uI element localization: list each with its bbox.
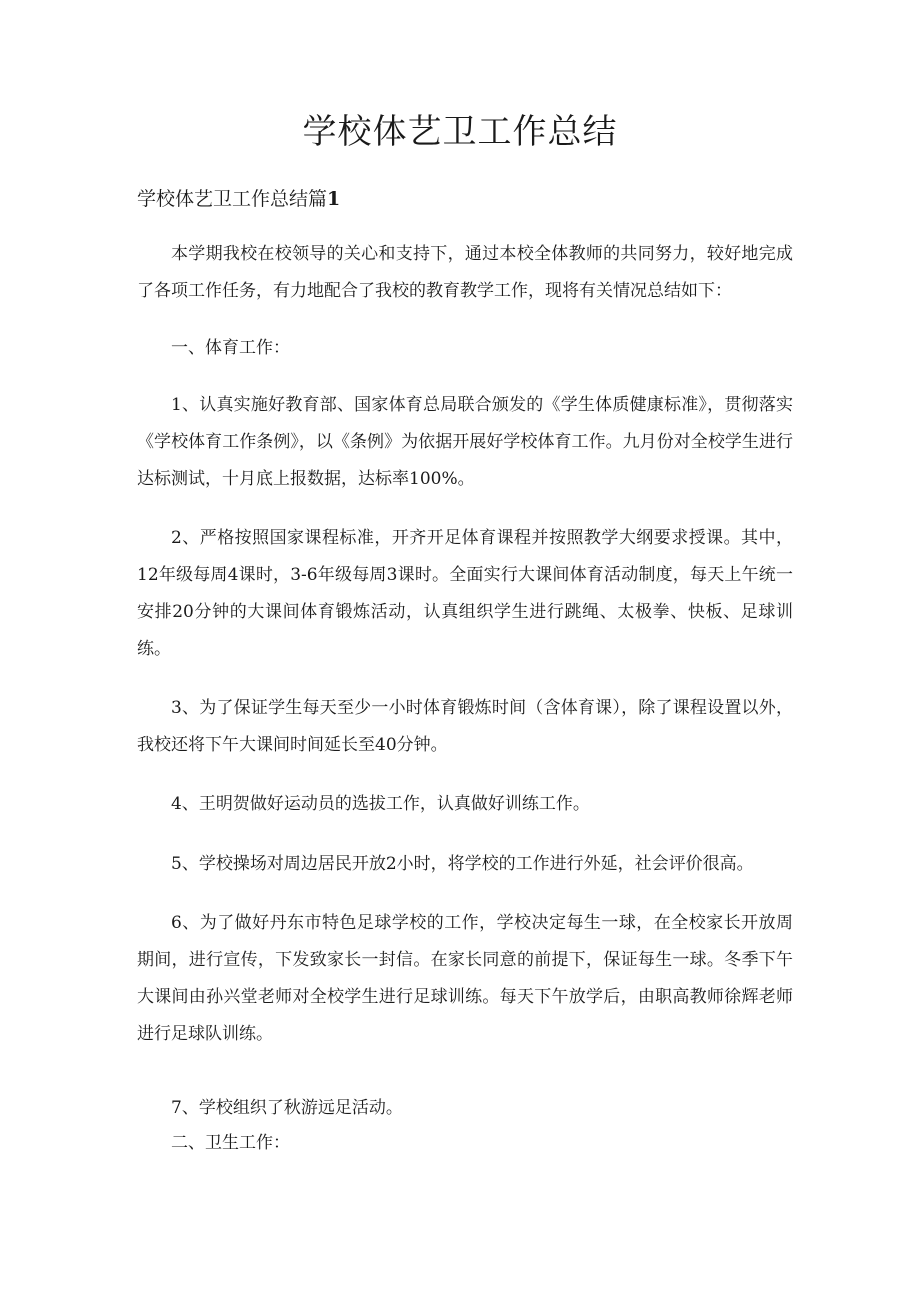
- section-subtitle: [137, 184, 340, 214]
- intro-paragraph: 本学期我校在校领导的关心和支持下，通过本校全体教师的共同努力，较好地完成了各项工作任务，有力地配合了我校的教育教学工作，现将有关情况总结如下：: [137, 244, 793, 301]
- list-item: 2、严格按照国家课程标准，开齐开足体育课程并按照教学大纲要求授课。其中，12年级每周4课时，3-6年级每周3课时。全面实行大课间体育活动制度，每天上午统一安排20分钟的大课间体育锻炼活动，认真组织学生进行跳绳、太极拳、快板、足球训练。: [137, 528, 793, 659]
- subtitle-number: 1: [327, 188, 341, 210]
- list-item: 5、学校操场对周边居民开放2小时，将学校的工作进行外延，社会评价很高。: [171, 854, 754, 874]
- subtitle-text: 学校体艺卫工作总结篇: [137, 188, 328, 210]
- list-item: 4、王明贺做好运动员的选拔工作，认真做好训练工作。: [171, 794, 590, 814]
- document-title: 学校体艺卫工作总结: [302, 112, 618, 152]
- list-item: 1、认真实施好教育部、国家体育总局联合颁发的《学生体质健康标准》，贯彻落实《学校体育工作条例》，以《条例》为依据开展好学校体育工作。九月份对全校学生进行达标测试，十月底上报数据，达标率100%。: [137, 395, 793, 489]
- list-item: 6、为了做好丹东市特色足球学校的工作，学校决定每生一球，在全校家长开放周期间，进行宣传，下发致家长一封信。在家长同意的前提下，保证每生一球。冬季下午大课间由孙兴堂老师对全校学生进行足球训练。每天下午放学后，由职高教师徐辉老师进行足球队训练。: [137, 913, 793, 1044]
- section-heading-sports: 一、体育工作：: [171, 338, 290, 358]
- section-heading-health: 二、卫生工作：: [171, 1133, 290, 1153]
- list-item: 3、为了保证学生每天至少一小时体育锻炼时间（含体育课），除了课程设置以外，我校还将下午大课间时间延长至40分钟。: [137, 698, 793, 755]
- list-item: 7、学校组织了秋游远足活动。: [171, 1098, 403, 1118]
